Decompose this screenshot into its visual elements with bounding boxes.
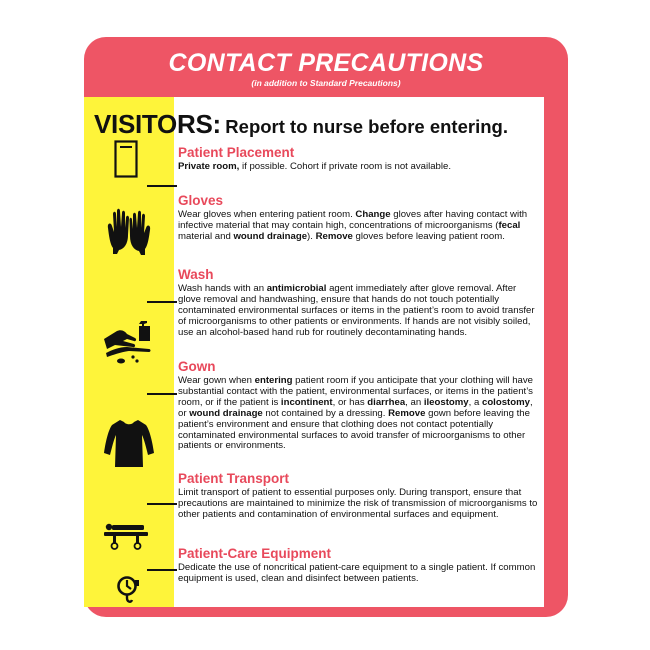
emphasis-text: wound drainage (189, 407, 263, 419)
contact-precautions-sign (84, 37, 568, 617)
section-body (178, 376, 540, 452)
instructions-panel (84, 97, 544, 607)
section-heading: Patient Transport (178, 471, 290, 486)
body-text: , a (468, 396, 482, 408)
emphasis-text: Remove (315, 230, 353, 242)
body-text: material and (178, 230, 234, 242)
body-text: , or has (332, 396, 368, 408)
section-divider (147, 503, 177, 505)
body-text: Wash hands with an (178, 283, 267, 294)
section-divider (147, 185, 177, 187)
section-divider (147, 301, 177, 303)
section-heading: Gown (178, 359, 216, 374)
section-heading: Gloves (178, 193, 224, 208)
visitors-instruction: Report to nurse before entering. (225, 116, 508, 137)
section-body (178, 210, 540, 243)
section-patient-transport (178, 471, 540, 521)
body-text: Limit transport of patient to essential purposes only. During transport, ensure that precautions are maintained to minimize the risk of transmission of microorganisms to other patients and contamination of environmental surfaces and equipment. (178, 487, 538, 520)
emphasis-text: Remove (388, 407, 426, 419)
emphasis-text: colostomy (481, 396, 530, 408)
section-gown (178, 359, 540, 452)
visitors-banner (94, 109, 508, 140)
body-text: gown before leaving the patient’s environment and ensure that clothing does not contact potentially contaminated environmental surfaces to avoid transfer of microorganisms to other patients or environments. (178, 407, 530, 452)
body-text: , or (178, 396, 533, 419)
gloves-icon (104, 205, 154, 255)
section-heading: Wash (178, 267, 214, 282)
section-gloves (178, 193, 540, 243)
section-divider (147, 569, 177, 571)
handwash-icon (103, 319, 155, 365)
section-heading: Patient Placement (178, 145, 295, 160)
sign-subtitle: (in addition to Standard Precautions) (251, 78, 401, 88)
body-text: Wear gloves when entering patient room. (178, 209, 356, 220)
emphasis-text: antimicrobial (266, 283, 327, 294)
visitors-label: VISITORS: (94, 109, 221, 139)
section-patient-placement (178, 145, 540, 173)
emphasis-text: Change (355, 209, 391, 220)
section-body (178, 488, 540, 521)
section-wash (178, 267, 540, 339)
section-body (178, 162, 540, 173)
emphasis-text: incontinent (280, 396, 333, 408)
emphasis-text: Private room, (178, 161, 240, 172)
body-text: agent immediately after glove removal. After glove removal and handwashing, ensure that hands do not touch potentially contaminated environmental surfaces or items in the patient’s room to avoid transfer of microorganisms to other patients or environments. If hands are not visibly soiled, use an alcohol-based hand rub for routinely decontaminating hands. (178, 283, 535, 338)
sign-title: CONTACT PRECAUTIONS (168, 49, 484, 77)
section-divider (147, 393, 177, 395)
section-body (178, 284, 540, 339)
stethoscope-icon (114, 574, 146, 606)
section-body (178, 563, 540, 585)
stretcher-icon (102, 520, 150, 550)
body-text: if possible. Cohort if private room is not available. (239, 161, 452, 172)
emphasis-text: wound drainage (233, 230, 308, 242)
body-text: patient room if you anticipate that your clothing will have substantial contact with the patient, environmental surfaces, or items in the patient’s room, or if the patient is (178, 375, 533, 408)
emphasis-text: fecal (498, 219, 521, 231)
body-text: , an (405, 396, 424, 408)
gown-icon (103, 417, 155, 469)
body-text: ). (307, 230, 316, 242)
body-text: Wear gown when (178, 375, 255, 386)
body-text: gloves after having contact with infective material that may contain high, concentrations of microorganisms ( (178, 209, 528, 231)
body-text: gloves before leaving patient room. (352, 230, 505, 242)
section-patient-care-equipment (178, 546, 540, 585)
emphasis-text: diarrhea (367, 396, 406, 408)
body-text: not contained by a dressing. (262, 407, 389, 419)
emphasis-text: entering (254, 375, 293, 386)
emphasis-text: ileostomy (423, 396, 469, 408)
body-text: Dedicate the use of noncritical patient-care equipment to a single patient. If common equipment is used, clean and disinfect between patients. (178, 562, 536, 584)
door-icon (114, 140, 138, 178)
section-heading: Patient-Care Equipment (178, 546, 332, 561)
